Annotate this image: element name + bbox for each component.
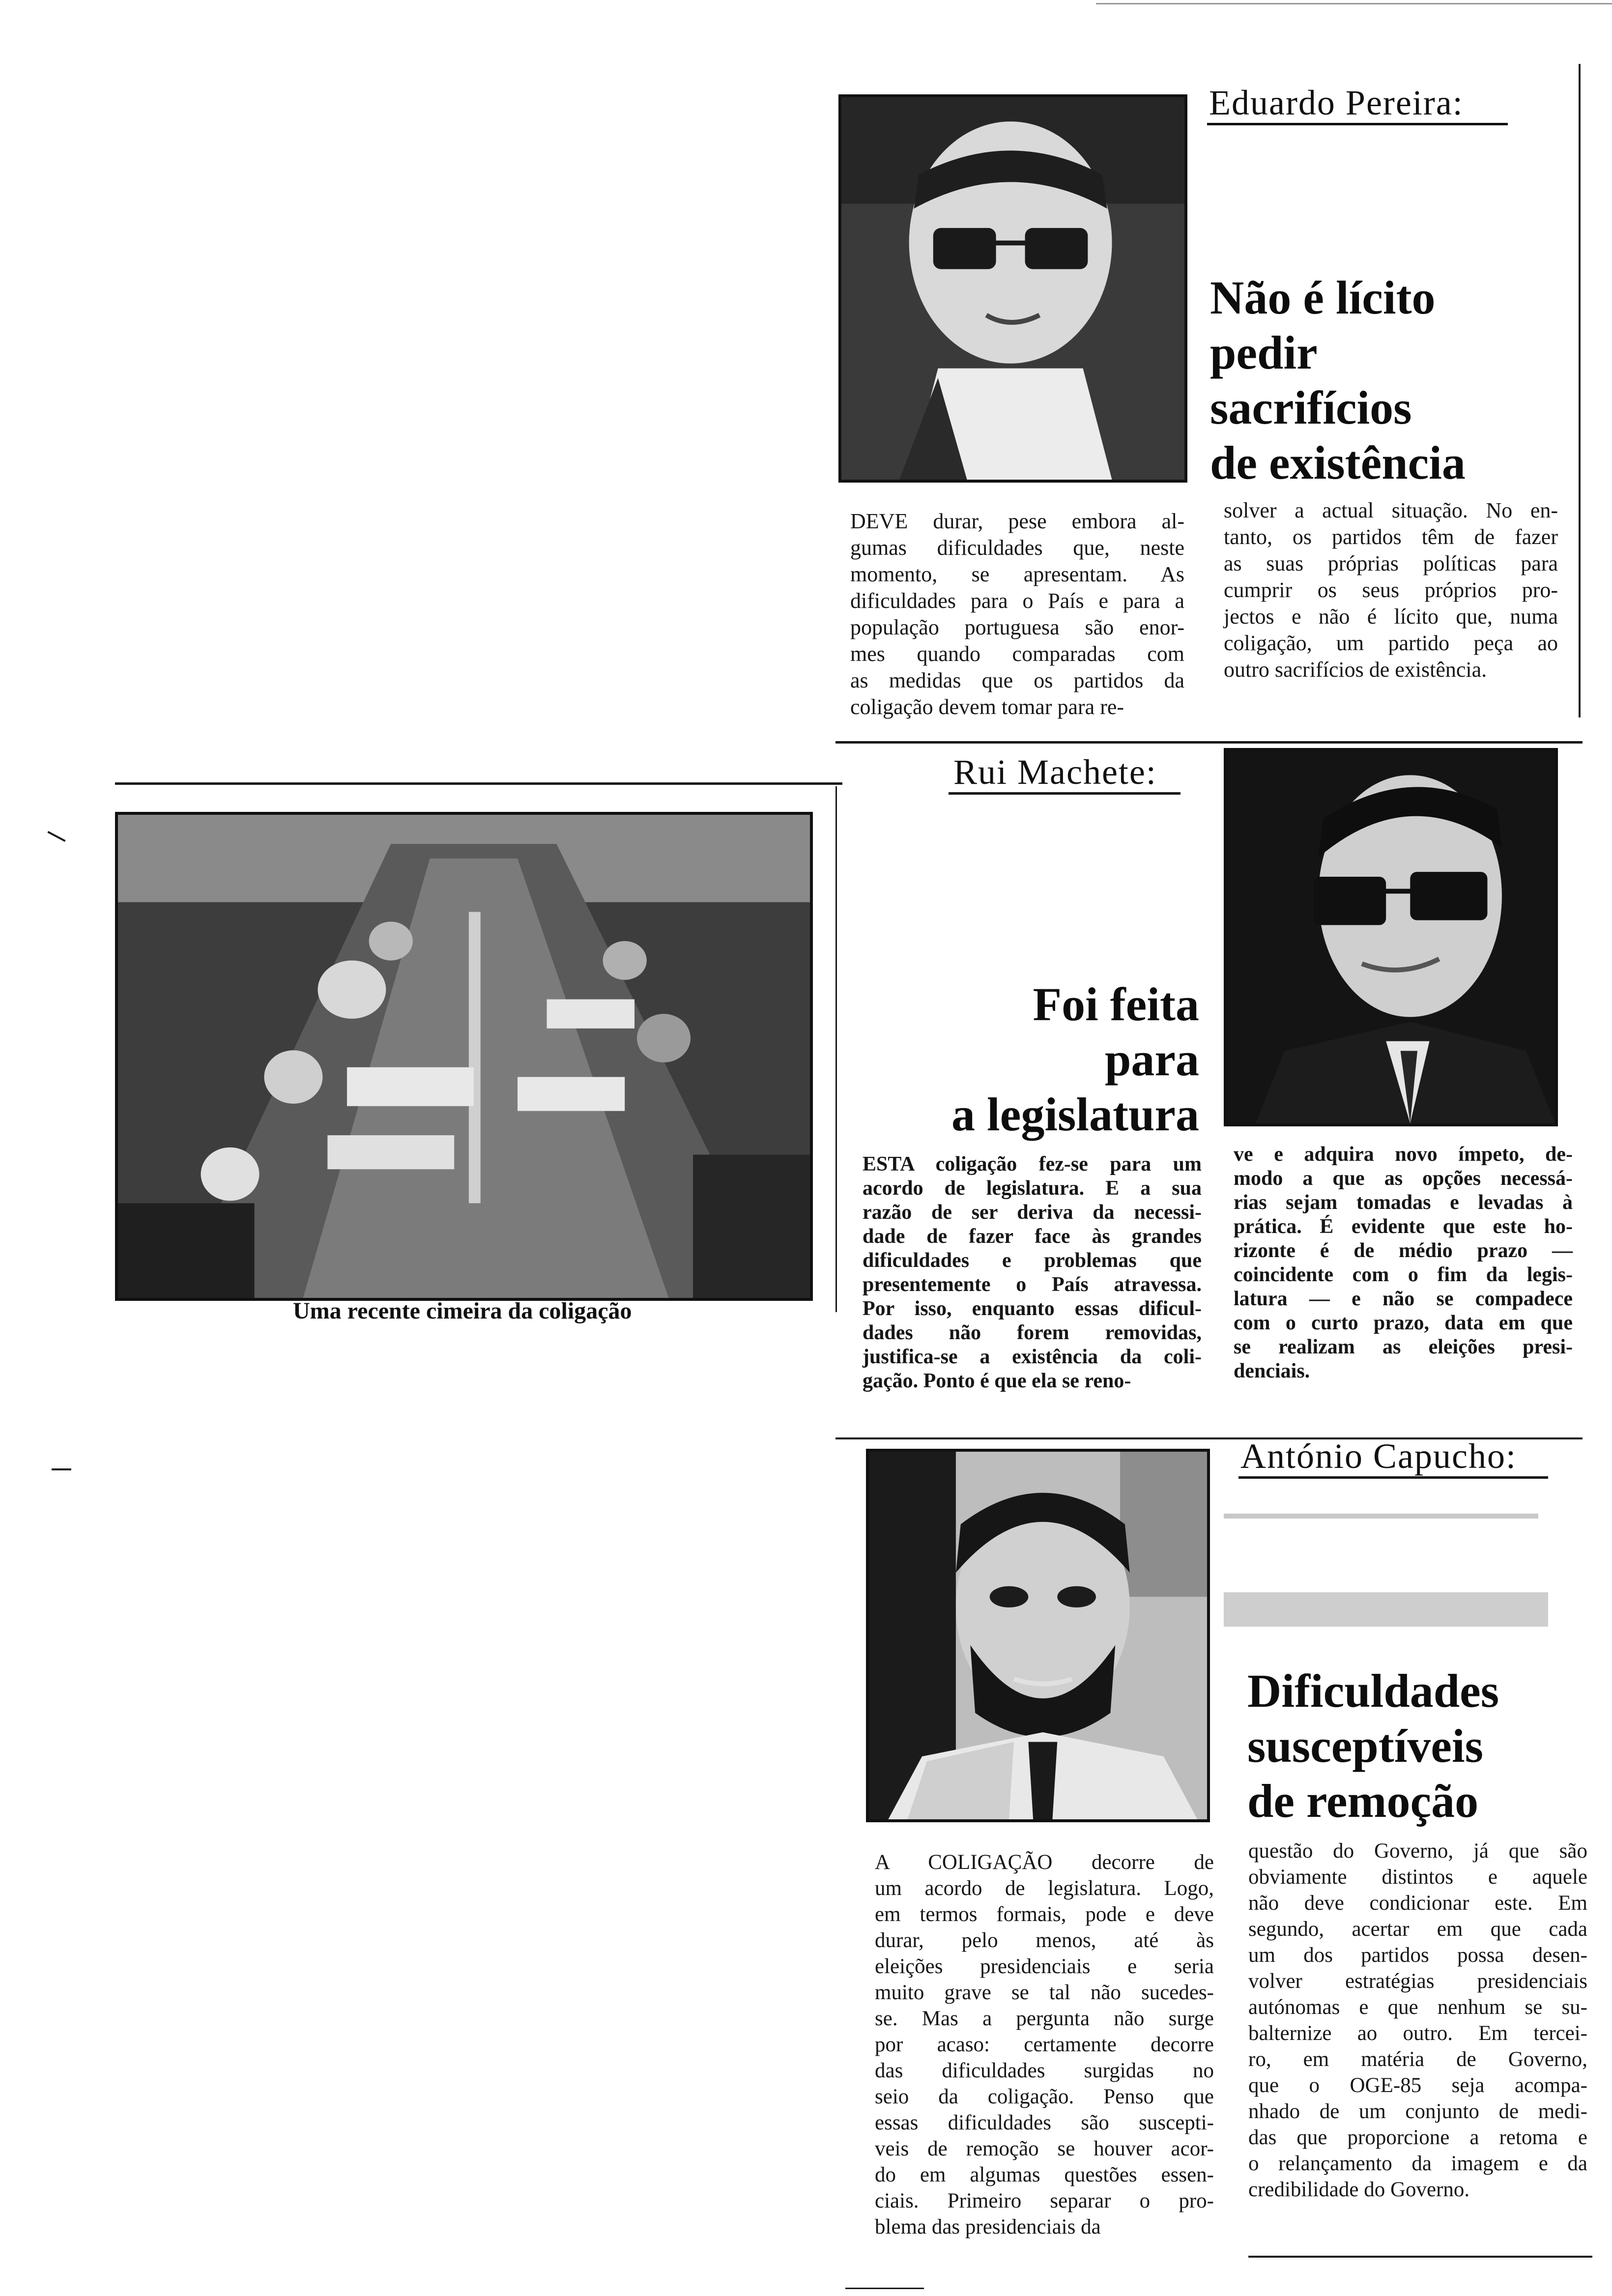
top-edge-rule bbox=[1096, 3, 1612, 4]
body-column-left: A COLIGAÇÃO decorre de um acordo de legislatura. Logo, em termos formais, pode e deve durar, pelo menos, até às eleições presidenciais e seria muito grave se tal não sucedes- se. Mas a pergunta não surge por acaso: certamente decorre das dificuldades surgidas no seio da coligação. Penso que essas dificuldades são suscepti- veis de remoção se houver acor- do em algumas questões essen- ciais. Primeiro separar o pro- blema das presidenciais da bbox=[875, 1851, 1214, 2239]
portrait-photo-eduardo-pereira bbox=[838, 94, 1187, 483]
margin-mark-1 bbox=[47, 831, 65, 842]
headline-dificuldades: Dificuldades susceptíveis de remoção bbox=[1247, 1665, 1499, 1827]
byline-underline bbox=[949, 792, 1180, 795]
byline-eduardo-pereira: Eduardo Pereira: bbox=[1209, 83, 1464, 122]
portrait-photo-antonio-capucho bbox=[866, 1449, 1210, 1822]
headline-foi-feita: Foi feita para a legislatura bbox=[951, 978, 1199, 1141]
center-column-rule bbox=[835, 786, 837, 1312]
portrait-photo-rui-machete bbox=[1224, 748, 1558, 1126]
byline-underline bbox=[1238, 1476, 1548, 1479]
byline-antonio-capucho: António Capucho: bbox=[1240, 1436, 1517, 1476]
section-divider-1 bbox=[835, 741, 1583, 744]
bottom-rule-right bbox=[1248, 2256, 1592, 2258]
body-column-left: ESTA coligação fez-se para um acordo de legislatura. E a sua razão de ser deriva da necessi- dade de fazer face às grandes dificuldades e problemas que presentemente o País atravessa. Por isso, enquanto essas dificul- dades não forem removidas, justifica-se a existência da coli- gação. Ponto é que ela se reno- bbox=[863, 1153, 1202, 1392]
photo-caption: Uma recente cimeira da coligação bbox=[293, 1298, 632, 1324]
meeting-group-photo bbox=[115, 812, 813, 1301]
margin-mark-2 bbox=[52, 1468, 71, 1470]
body-column-left: DEVE durar, pese embora al- gumas dificuldades que, neste momento, se apresentam. As dificuldades para o País e para a população portuguesa são enor- mes quando comparadas com as medidas que os partidos da coligação devem tomar para re- bbox=[850, 509, 1184, 719]
body-column-right: questão do Governo, já que são obviamente distintos e aquele não deve condicionar este. Em segundo, acertar em que cada um dos partidos possa desen- volver estratégias presidenciais autónomas e que nenhum se su- balternize ao outro. Em tercei- ro, em matéria de Governo, que o OGE-85 seja acompa- nhado de um conjunto de medi- das que proporcione a retoma e o relançamento da imagem e da credibilidade do Governo. bbox=[1248, 1839, 1587, 2201]
body-column-right: solver a actual situação. No en- tanto, os partidos têm de fazer as suas próprias políticas para cumprir os seus próprios pro- jectos e não é lícito que, numa coligação, um partido peça ao outro sacrifícios de existência. bbox=[1224, 498, 1558, 682]
print-smudge bbox=[1224, 1592, 1548, 1627]
body-column-right: ve e adquira novo ímpeto, de- modo a que as opções necessá- rias sejam tomadas e levadas à prática. É evidente que este ho- rizonte é de médio prazo — coincidente com o fim da legis- latura — e não se compadece com o curto prazo, data em que se realizam as eleições presi- denciais. bbox=[1234, 1143, 1573, 1382]
headline-nao-e-licito: Não é lícito pedir sacrifícios de existência bbox=[1210, 271, 1466, 489]
byline-rui-machete: Rui Machete: bbox=[953, 752, 1157, 792]
right-column-rule bbox=[1579, 64, 1581, 718]
photo-top-rule bbox=[115, 782, 842, 785]
byline-underline bbox=[1207, 123, 1508, 125]
print-smudge bbox=[1224, 1514, 1538, 1519]
bottom-rule-left bbox=[845, 2288, 924, 2289]
